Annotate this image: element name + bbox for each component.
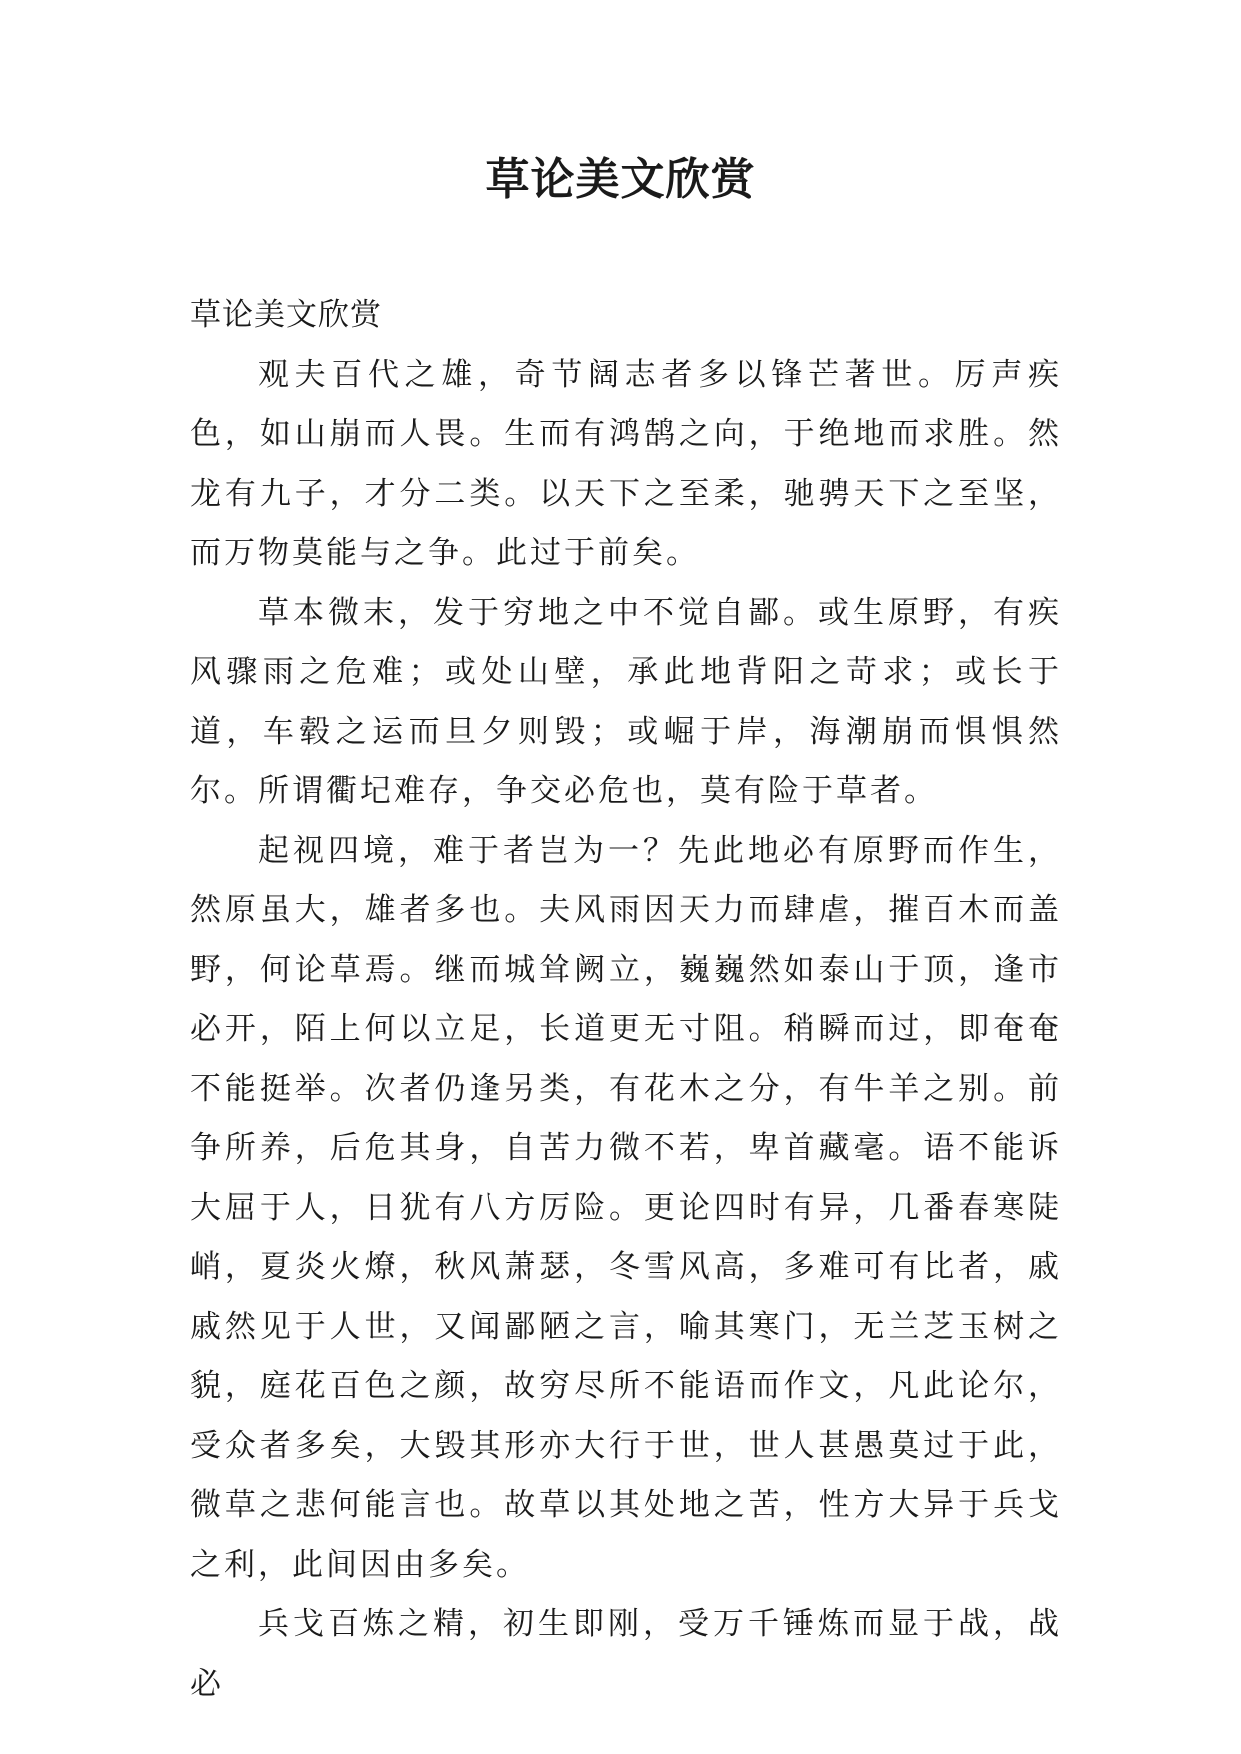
- paragraph-3: 起视四境，难于者岂为一？先此地必有原野而作生，然原虽大，雄者多也。夫风雨因天力而肆虐，摧百木而盖野，何论草焉。继而城耸阙立，巍巍然如泰山于顶，逢市必开，陌上何以立足，长道更无寸阻。稍瞬而过，即奄奄不能挺举。次者仍逢另类，有花木之分，有牛羊之别。前争所养，后危其身，自苦力微不若，卑首藏毫。语不能诉大屈于人，日犹有八方厉险。更论四时有异，几番春寒陡峭，夏炎火燎，秋风萧瑟，冬雪风高，多难可有比者，戚戚然见于人世，又闻鄙陋之言，喻其寒门，无兰芝玉树之貌，庭花百色之颜，故穷尽所不能语而作文，凡此论尔，受众者多矣，大毁其形亦大行于世，世人甚愚莫过于此，微草之悲何能言也。故草以其处地之苦，性方大异于兵戈之利，此间因由多矣。: [190, 832, 1062, 1583]
- document-subtitle: 草论美文欣赏: [190, 297, 382, 333]
- document-body: [190, 286, 1062, 1714]
- paragraph-2: 草本微末，发于穷地之中不觉自鄙。或生原野，有疾风骤雨之危难；或处山壁，承此地背阳之苛求；或长于道，车毂之运而旦夕则毁；或崛于岸，海潮崩而惧惧然尔。所谓衢圮难存，争交必危也，莫有险于草者。: [190, 594, 1062, 809]
- paragraph-4: 兵戈百炼之精，初生即刚，受万千锤炼而显于战，战必: [190, 1606, 1062, 1702]
- paragraph-1: 观夫百代之雄，奇节阔志者多以锋芒著世。厉声疾色，如山崩而人畏。生而有鸿鹄之向，于绝地而求胜。然龙有九子，才分二类。以天下之至柔，驰骋天下之至坚，而万物莫能与之争。此过于前矣。: [190, 356, 1062, 571]
- document-title: 草论美文欣赏: [485, 154, 756, 205]
